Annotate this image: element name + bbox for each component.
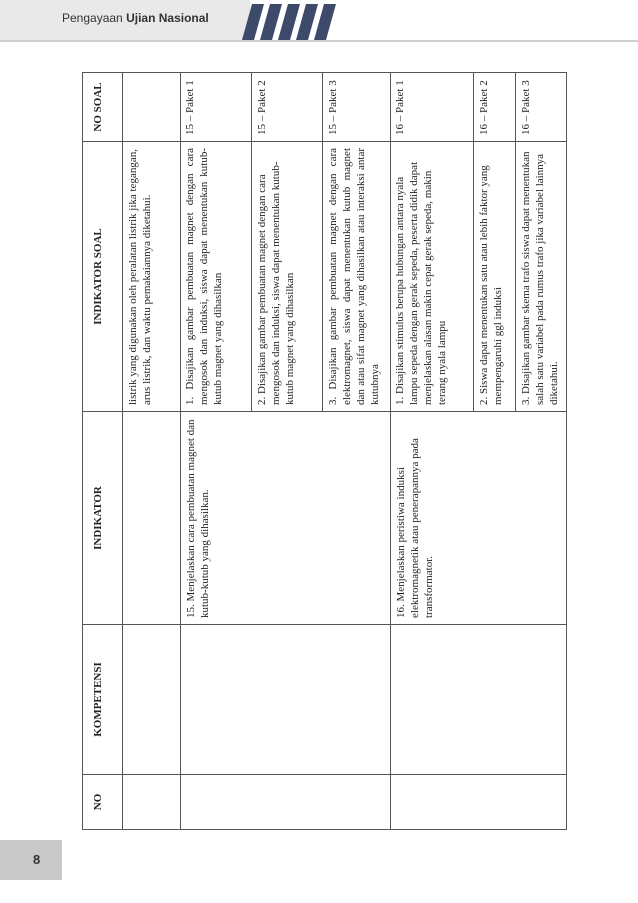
soal-row: [251, 73, 322, 411]
header-stripes-decoration: [238, 4, 338, 40]
indikator-soal-text: 1. Disajikan stimulus berupa hubungan antara nyala lampu sepeda dengan gerak sepeda, peserta didik dapat menjelaskan alasan makin cepat gerak sepeda, makin terang nyala lampu: [390, 141, 473, 411]
header-kompetensi: KOMPETENSI: [83, 624, 122, 774]
header-divider: [0, 40, 638, 42]
indikator-15: 15. Menjelaskan cara pembuatan magnet dan kutub-kutub yang dihasilkan.: [181, 411, 390, 624]
cell-kompetensi: [391, 624, 566, 774]
indikator-soal-text: 1. Disajikan gambar pembuatan magnet dengan cara mengosok dan induksi, siswa dapat menentukan kutub-kutub magnet yang dihasilkan: [180, 141, 251, 411]
no-soal-text: 15 – Paket 3: [327, 80, 339, 135]
header-indikator: INDIKATOR: [83, 411, 122, 624]
table-row-group-16: [391, 73, 566, 829]
cell-indikator: [123, 411, 180, 624]
page-header: [0, 0, 638, 40]
header-no-soal: NO SOAL: [92, 82, 104, 132]
table-container: [82, 72, 567, 830]
cell-no: [123, 774, 180, 829]
indikator-16: 16. Menjelaskan peristiwa induksi elektromagnetik atau penerapannya pada transformator.: [391, 411, 566, 624]
header-title-bold: Ujian Nasional: [126, 11, 209, 25]
header-no: NO: [83, 774, 122, 829]
page-number: 8: [33, 852, 41, 867]
table-row-group-15: [181, 73, 391, 829]
soal-row: [473, 73, 515, 411]
cell-kompetensi: [123, 624, 180, 774]
cell-no: [391, 774, 566, 829]
soal-row: [390, 73, 473, 411]
no-soal-text: 15 – Paket 2: [256, 80, 268, 135]
no-soal-text: 15 – Paket 1: [184, 80, 196, 135]
indikator-soal-text: 3. Disajikan gambar pembuatan magnet dengan cara elektromagnet, siswa dapat menentukan kutub magnet dan atau sifat magnet yang dihasilkan atau interaksi antar kutubnya: [323, 141, 391, 411]
no-soal-text: 16 – Paket 2: [478, 80, 490, 135]
page-number-tab: [0, 840, 62, 880]
indikator-soal-text: 2. Siswa dapat menentukan satu atau lebih faktor yang mempengaruhi ggl induksi: [474, 141, 515, 411]
cell-no-soal: [123, 73, 180, 141]
indikator-soal-text: 3. Disajikan gambar skema trafo siswa dapat menentukan salah satu variabel pada rumus trafo jika variabel lainnya diketahui.: [516, 141, 566, 411]
header-title-light: Pengayaan: [62, 11, 123, 25]
no-soal-text: 16 – Paket 1: [394, 80, 406, 135]
soal-row: [180, 73, 251, 411]
indikator-soal-text: 2. Disajikan gambar pembuatan magnet dengan cara mengosok dan induksi, siswa dapat menentukan kutub-kutub magnet yang dihasilkan: [252, 141, 322, 411]
no-soal-text: 16 – Paket 3: [520, 80, 532, 135]
cell-kompetensi: [181, 624, 390, 774]
table-header-row: [83, 73, 123, 829]
cell-indikator-soal: listrik yang digunakan oleh peralatan listrik jika tegangan, arus listrik, dan waktu pemakaiannya diketahui.: [123, 141, 180, 411]
header-title: [62, 11, 209, 25]
cell-no: [181, 774, 390, 829]
header-indikator-soal: INDIKATOR SOAL: [83, 141, 122, 411]
soal-row: [515, 73, 566, 411]
soal-row: [322, 73, 391, 411]
kisi-kisi-table: [82, 72, 567, 830]
table-row-continuation: [123, 73, 181, 829]
